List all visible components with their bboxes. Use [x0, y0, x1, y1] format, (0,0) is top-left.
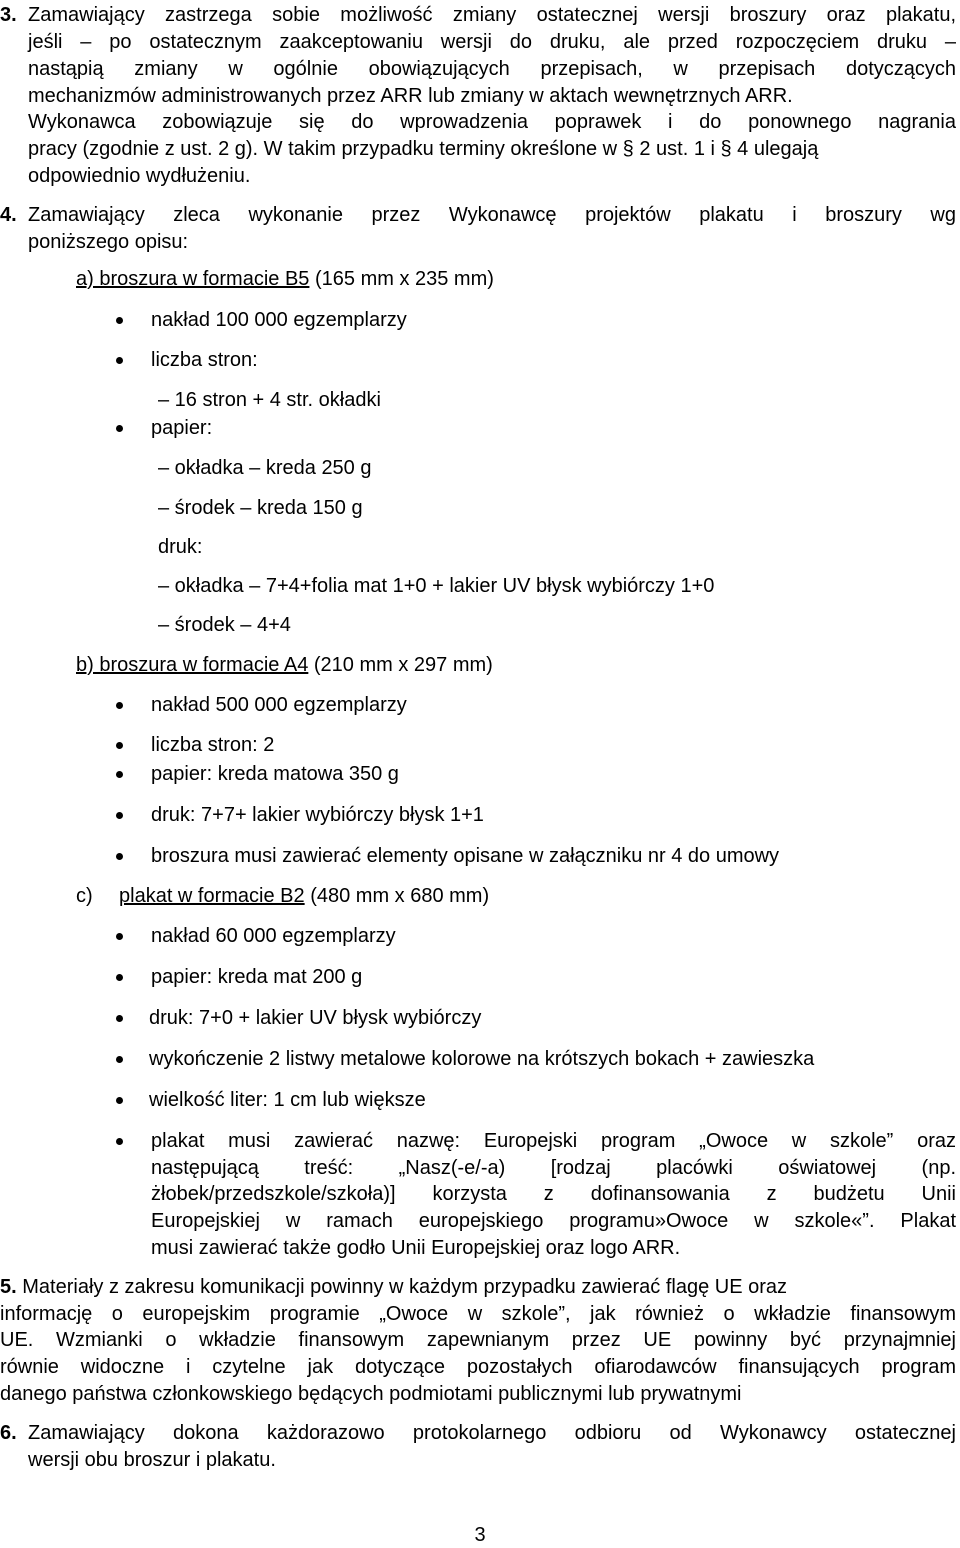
section-5-line: równie widoczne i czytelne jak dotyczące pozostałych ofiarodawców finansujących program	[0, 1356, 956, 1378]
list-item: papier: kreda matowa 350 g	[151, 763, 399, 785]
bullet-icon	[116, 933, 123, 940]
section-3-line: Zamawiający zastrzega sobie możliwość zmiany ostatecznej wersji broszury oraz plakatu,	[28, 4, 956, 26]
list-item: wykończenie 2 listwy metalowe kolorowe na krótszych bokach + zawieszka	[149, 1048, 815, 1070]
list-item-line: Europejskiej w ramach europejskiego programu»Owoce w szkole«”. Plakat	[151, 1210, 956, 1232]
bullet-icon	[116, 1138, 123, 1145]
section-3-line: jeśli – po ostatecznym zaakceptowaniu wersji do druku, ale przed rozpoczęciem druku –	[28, 31, 956, 53]
sub-list-item: – 16 stron + 4 str. okładki	[158, 389, 381, 411]
bullet-icon	[116, 1056, 123, 1063]
bullet-icon	[116, 771, 123, 778]
list-item: druk: 7+0 + lakier UV błysk wybiórczy	[149, 1007, 482, 1029]
list-item: druk: 7+7+ lakier wybiórczy błysk 1+1	[151, 804, 484, 826]
section-3-line: Wykonawca zobowiązuje się do wprowadzenia poprawek i do ponownego nagrania	[28, 111, 956, 133]
list-item: papier:	[151, 417, 213, 439]
list-item: broszura musi zawierać elementy opisane w załączniku nr 4 do umowy	[151, 845, 780, 867]
subsection-c-label: c)	[76, 885, 93, 907]
section-6-line: Zamawiający dokona każdorazowo protokolarnego odbioru od Wykonawcy ostatecznej	[28, 1422, 956, 1444]
subsection-c-heading: plakat w formacie B2 (480 mm x 680 mm)	[119, 885, 490, 907]
list-item: nakład 100 000 egzemplarzy	[151, 309, 407, 331]
bullet-icon	[116, 357, 123, 364]
list-item-line: żłobek/przedszkole/szkoła)] korzysta z dofinansowania z budżetu Unii	[151, 1183, 956, 1205]
bullet-icon	[116, 1097, 123, 1104]
list-item-line: następującą treść: „Nasz(-e/-a) [rodzaj placówki oświatowej (np.	[151, 1157, 956, 1179]
section-5-line: informację o europejskim programie „Owoce w szkole”, jak również o wkładzie finansowym	[0, 1303, 956, 1325]
list-item: liczba stron: 2	[151, 734, 275, 756]
bullet-icon	[116, 742, 123, 749]
section-3-line: nastąpią zmiany w ogólnie obowiązujących przepisach, w przepisach dotyczących	[28, 58, 956, 80]
section-3-number: 3.	[0, 4, 17, 26]
subsection-b-heading: b) broszura w formacie A4 (210 mm x 297 mm)	[76, 654, 493, 676]
sub-list-item: – okładka – 7+4+folia mat 1+0 + lakier UV błysk wybiórczy 1+0	[158, 575, 715, 597]
section-5-line: 5. Materiały z zakresu komunikacji powinny w każdym przypadku zawierać flagę UE oraz	[0, 1276, 787, 1298]
section-5-line: danego państwa członkowskiego będących podmiotami publicznymi lub prywatnymi	[0, 1383, 742, 1405]
bullet-icon	[116, 317, 123, 324]
section-6-number: 6.	[0, 1422, 17, 1444]
sub-list-item: – środek – kreda 150 g	[158, 497, 363, 519]
section-5-line: UE. Wzmianki o wkładzie finansowym zapewnianym przez UE powinny być przynajmniej	[0, 1329, 956, 1351]
list-item-line: plakat musi zawierać nazwę: Europejski program „Owoce w szkole” oraz	[151, 1130, 956, 1152]
section-4-line: Zamawiający zleca wykonanie przez Wykonawcę projektów plakatu i broszury wg	[28, 204, 956, 226]
section-4-number: 4.	[0, 204, 17, 226]
section-3-line: odpowiednio wydłużeniu.	[28, 165, 251, 187]
list-item: wielkość liter: 1 cm lub większe	[149, 1089, 426, 1111]
sub-list-item: – środek – 4+4	[158, 614, 291, 636]
section-5-number: 5.	[0, 1276, 17, 1298]
sub-list-item: – okładka – kreda 250 g	[158, 457, 372, 479]
list-item: liczba stron:	[151, 349, 258, 371]
page-number: 3	[474, 1524, 486, 1546]
list-item-line: musi zawierać także godło Unii Europejskiej oraz logo ARR.	[151, 1237, 681, 1259]
bullet-icon	[116, 812, 123, 819]
section-3-line: pracy (zgodnie z ust. 2 g). W takim przypadku terminy określone w § 2 ust. 1 i § 4 ulegają	[28, 138, 819, 160]
bullet-icon	[116, 974, 123, 981]
bullet-icon	[116, 425, 123, 432]
list-item: nakład 60 000 egzemplarzy	[151, 925, 396, 947]
bullet-icon	[116, 853, 123, 860]
subsection-a-heading: a) broszura w formacie B5 (165 mm x 235 mm)	[76, 268, 494, 290]
list-item: nakład 500 000 egzemplarzy	[151, 694, 407, 716]
list-item: papier: kreda mat 200 g	[151, 966, 363, 988]
bullet-icon	[116, 1015, 123, 1022]
section-4-line: poniższego opisu:	[28, 231, 189, 253]
bullet-icon	[116, 702, 123, 709]
list-item: druk:	[158, 536, 203, 558]
section-3-line: mechanizmów administrowanych przez ARR lub zmiany w aktach wewnętrznych ARR.	[28, 85, 793, 107]
section-6-line: wersji obu broszur i plakatu.	[28, 1449, 276, 1471]
